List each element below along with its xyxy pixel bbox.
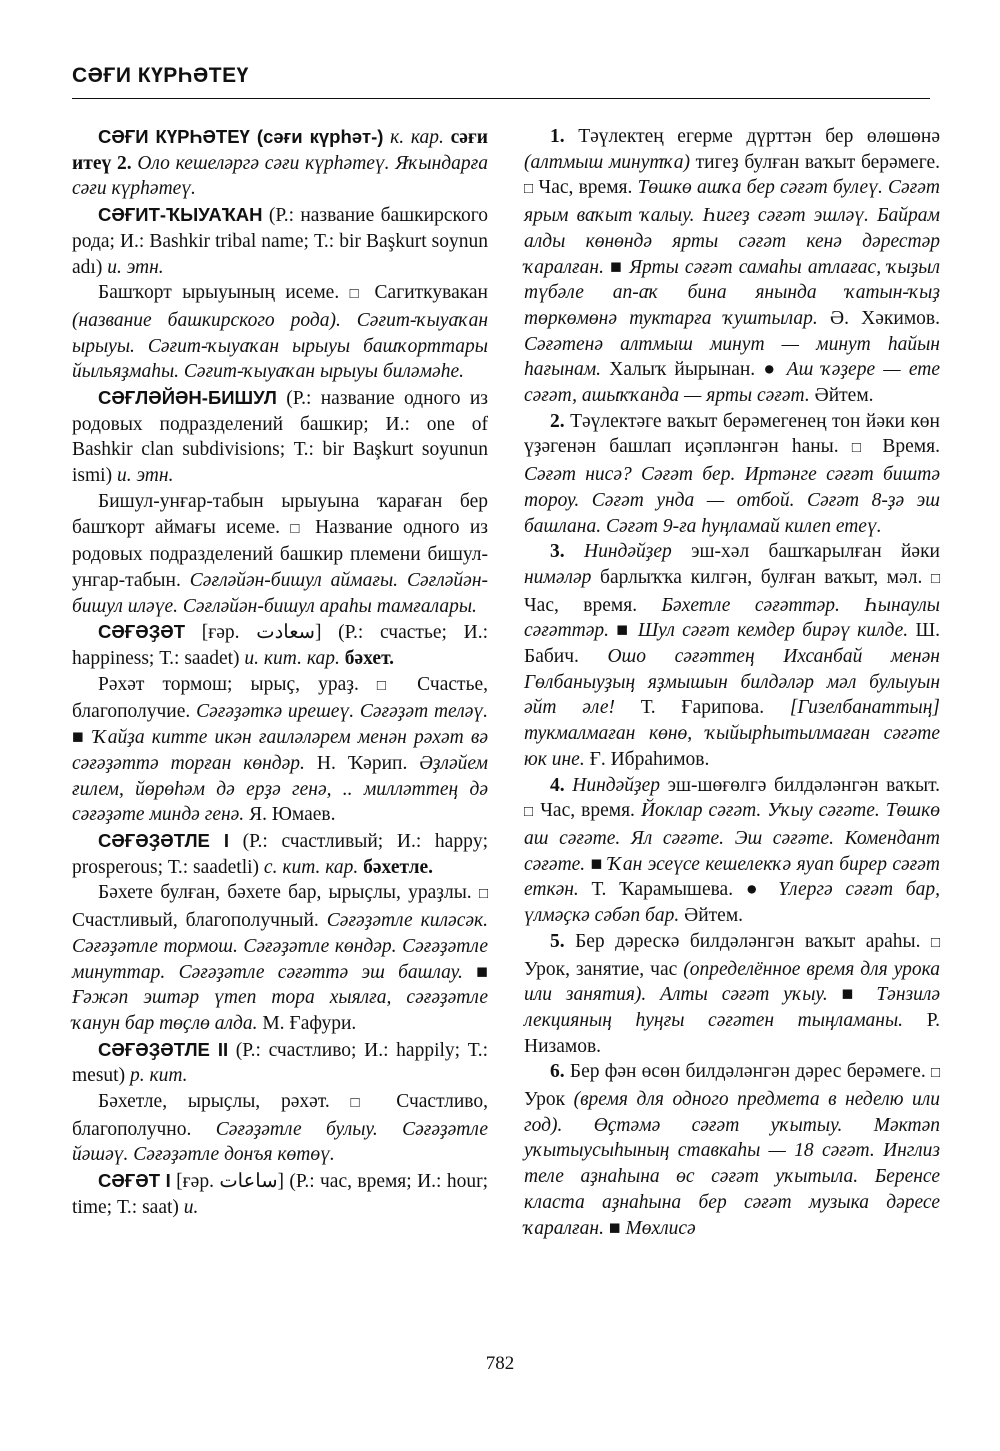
entry-paragraph: Башҡорт ырыуының исеме. □ Сагиткувакан (название башкирского рода). Сәғит-ҡыуаҡан ырыуы. Сәғит-ҡыуаҡан ырыуы башҡорттары йыльяҙмаһы. Сәғит-ҡыуаҡан ырыуы биләмәһе.: [72, 282, 488, 383]
sense-paragraph: 3. Ниндәйҙер эш-хәл башҡарылған йәки нимәләр барлыҡҡа килгән, булған ваҡыт, мәл. □ Час, время. Бәхетле сәғәттәр. Һынаулы сәғәттәр. ■ Шул сәғәт кемдер бирәү килде. Ш. Бабич. Ошо сәғәттең Ихсанбай менән Гөлбаныуҙың яҙмышын билдәләр мәл булыуын әйт әле! Т. Ғарипова. [Гизелбанаттың] тукмалмаған көнө, ҡыйырһытылмаған сәғәте юк ине. Ғ. Ибраһимов.: [524, 541, 941, 770]
page-number: 782: [485, 1353, 515, 1374]
entry-paragraph: СӘҒЛӘЙӘН-БИШУЛ (Р.: название одного из родовых подразделений башкир; И.: one of Bashkir clan subdivisions; Т.: bir Başkurt soyunun ismi) и. этн.: [72, 387, 488, 487]
entry-paragraph: Бишул-унғар-табын ырыуына ҡараған бер башҡорт аймағы исеме. □ Название одного из родовых подразделений башкир племени бишул-унгар-табын. Сәғләйән-бишул аймағы. Сәғләйән-бишул иләүе. Сәғләйән-бишул араһы тамғалары.: [72, 490, 488, 617]
entry-paragraph: СӘҒИТ-ҠЫУАҠАН (Р.: название башкирского рода; И.: Bashkir tribal name; Т.: bir Başkurt soynun adı) и. этн.: [72, 204, 488, 278]
entry-paragraph: Бәхетле, ырыҫлы, рәхәт. □ Счастливо, благополучно. Сәғәҙәтле булыу. Сәғәҙәтле йәшәү. Сәғәҙәтле донъя көтөү.: [72, 1091, 488, 1166]
right-column: [524, 124, 940, 1241]
sense-paragraph: 2. Тәүлектәге ваҡыт берәмегенең тон йәки көн үҙәгенән башлап иҫәпләнгән һаны. □ Время. Сәғәт нисә? Сәғәт бер. Иртәнге сәғәт биштә тороу. Сәғәт унда — отбой. Сәғәт 8-ҙә эш башлана. Сәғәт 9-ға һуңламай килеп етеү.: [524, 410, 940, 537]
entry-paragraph: Бәхете булған, бәхете бар, ырыҫлы, ураҙлы. □ Счастливый, благополучный. Сәғәҙәтле киләсәк. Сәғәҙәтле тормош. Сәғәҙәтле көндәр. Сәғәҙәтле минуттар. Сәғәҙәтле сәғәттә эш башлау. ■ Ғәжәп эштәр үтеп тора хыялға, сәғәҙәтле ҡанун бар төҫлө алда. М. Ғафури.: [72, 882, 488, 1034]
entry-paragraph: Рәхәт тормош; ырыҫ, ураҙ. □ Счастье, благополучие. Сәғәҙәткә ирешеү. Сәғәҙәт теләү. ■ Ҡайҙа китте икән ғаиләләрем менән рәхәт вә сәғәҙәттә торған көндәр. Н. Ҡәрип. Әҙләйем ғилем, йөрөһәм дә ерҙә генә, .. милләттең дә сәғәҙәте миндә генә. Я. Юмаев.: [72, 673, 489, 826]
entry-paragraph: СӘҒӘТ I [ғәр. ساعات] (Р.: час, время; И.: hour; time; Т.: saat) и.: [72, 1170, 488, 1218]
header-rule: [72, 98, 930, 99]
entry-paragraph: СӘҒӘҘӘТЛЕ II (Р.: счастливо; И.: happily; Т.: mesut) р. кит.: [72, 1038, 488, 1087]
entry-paragraph: СӘҒӘҘӘТ [ғәр. سعادت] (Р.: счастье; И.: happiness; Т.: saadet) и. кит. кар. бәхет.: [72, 621, 488, 670]
running-title: СӘҒИ КҮРҺӘТЕҮ: [72, 64, 249, 87]
sense-paragraph: 5. Бер дәрескә билдәләнгән ваҡыт араһы. □ Урок, занятие, час (определённое время для урока или занятия). Алты сәғәт уҡыу. ■ Тәнзилә лекцияның һуңғы сәғәтен тыңламаны. Р. Низамов.: [524, 930, 941, 1057]
sense-paragraph: 6. Бер фән өсөн билдәләнгән дәрес берәмеге. □ Урок (время для одного предмета в неделю или год). Өҫтәмә сәғәт уҡытыу. Мәктәп уҡытыусыһының ставкаһы — 18 сәғәт. Инглиз теле аҙнаһына өс сәғәт уҡытыла. Беренсе класта аҙнаһына бер сәғәт музыка дәресе ҡаралған. ■ Мөхлисә: [524, 1061, 940, 1239]
sense-paragraph: 1. Тәүлектең егерме дүрттән бер өлөшөнә (алтмыш минутҡа) тигеҙ булған ваҡыт берәмеге. □ Час, время. Төшкө ашҡа бер сәғәт булеү. Сәғәт ярым ваҡыт ҡалыу. Һигеҙ сәғәт эшләү. Байрам алды көнөндә ярты сәғәт кенә дәрестәр ҡаралған. ■ Ярты сәғәт самаһы атлағас, ҡыҙыл түбәле ап-аҡ бина янында ҡатын-ҡыҙ төркөмөнә туктарға ҡуштылар. Ә. Хәкимов. Сәғәтенә алтмыш минут — минут һайын һағынам. Халыҡ йырынан. ● Аш ҡәҙере — ете сәғәт, ашыҡҡанда — ярты сәғәт. Әйтем.: [524, 126, 941, 407]
left-column: [72, 124, 488, 1221]
entry-paragraph: СӘҒИ КҮРҺӘТЕҮ (сәғи күрһәт-) к. кар. сәғи итеү 2. Оло кешеләргә сәғи күрһәтеү. Яҡындарға сәғи күрһәтеү.: [72, 126, 489, 200]
sense-paragraph: 4. Ниндәйҙер эш-шөғөлгә билдәләнгән ваҡыт. □ Час, время. Йоклар сәғәт. Уҡыу сәғәте. Төшкө аш сәғәте. Ял сәғәте. Эш сәғәте. Комендант сәғәте. ■ Ҡан эсеүсе кешелекҡә яуап бирер сәғәт еткән. Т. Ҡарамышева. ● Үлергә сәғәт бар, үлмәҫкә сәбәп бар. Әйтем.: [524, 774, 941, 927]
entry-paragraph: СӘҒӘҘӘТЛЕ I (Р.: счастливый; И.: happy; prosperous; Т.: saadetli) с. кит. кар. бәхетле.: [72, 829, 488, 878]
